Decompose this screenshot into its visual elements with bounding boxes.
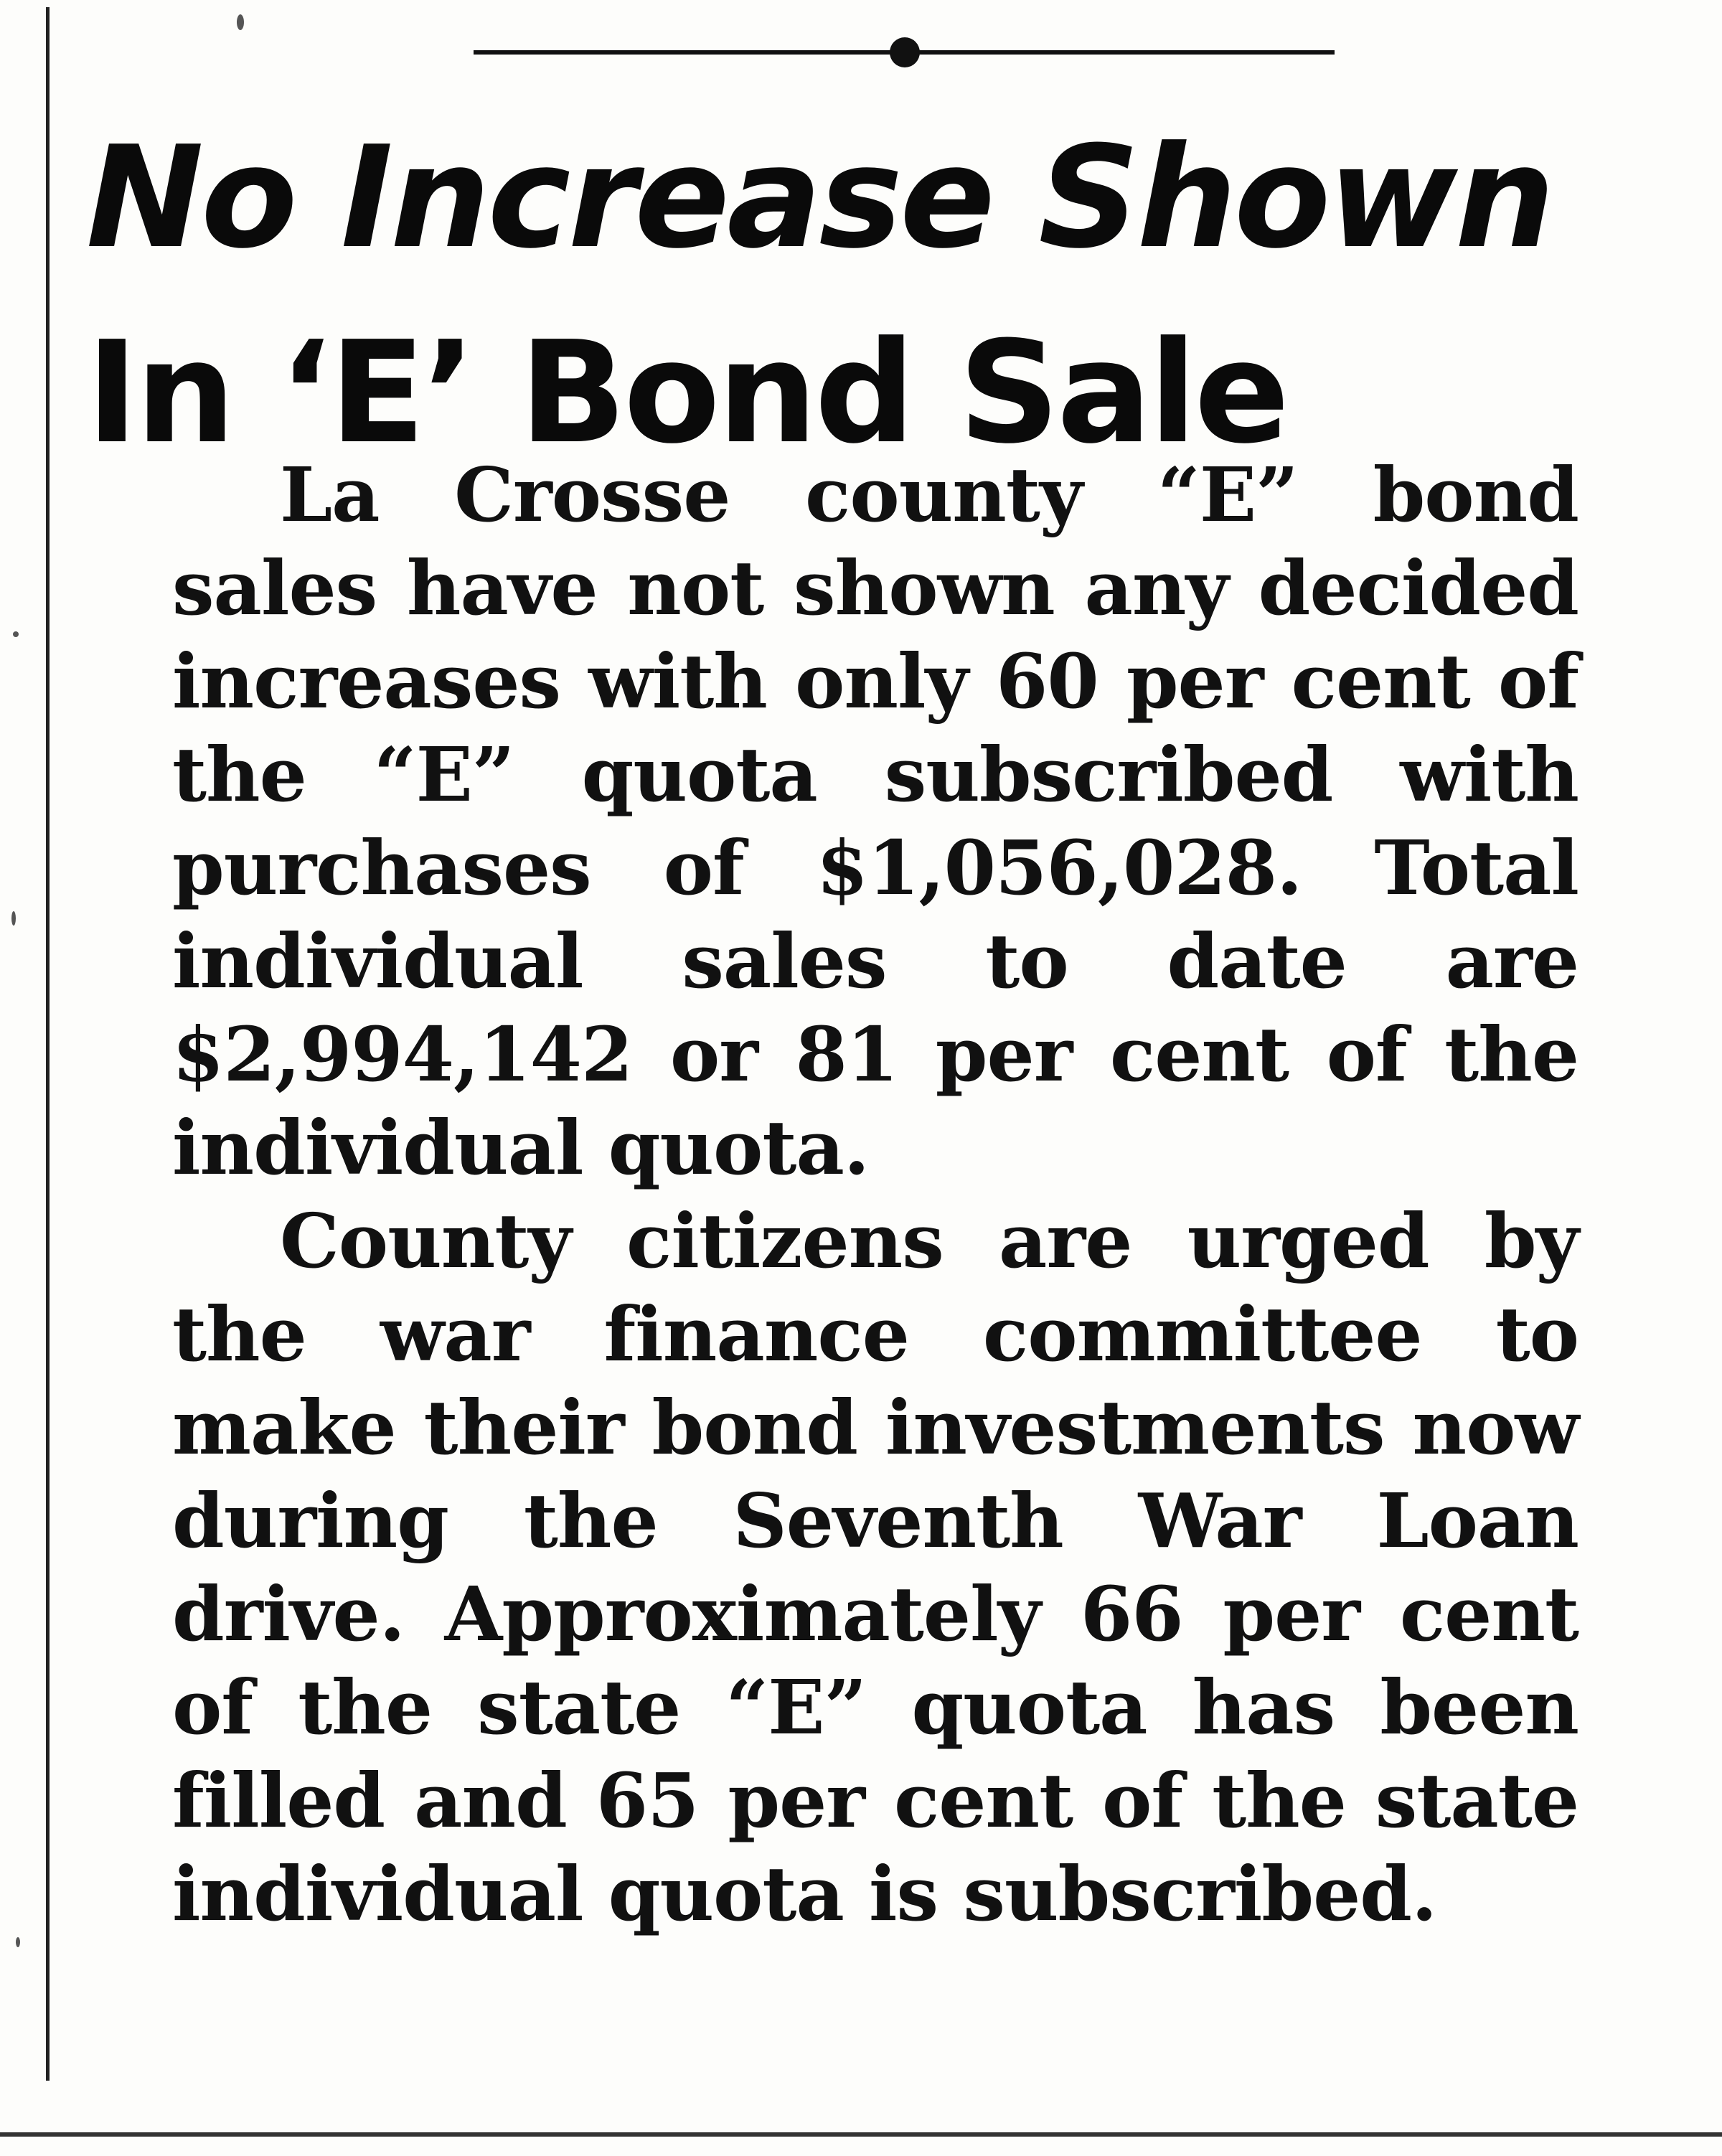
headline [86, 100, 1553, 491]
print-speck [16, 1937, 20, 1947]
column-rule-left [46, 7, 50, 2081]
headline-line-1: No Increase Shown [86, 116, 1553, 280]
headline-rule-ornament [890, 37, 920, 67]
paragraph-1: La Crosse county “E” bond sales have not shown any decided increases with only 60 per cent of the “E” quota subscribed with purchases of $1,056,028. Total individual sales to date are $2,994,142 or 81 per cent of the individual quota. [172, 451, 1578, 1192]
headline-line-2: In ‘E’ Bond Sale [86, 311, 1287, 475]
print-speck [11, 911, 16, 926]
column-rule-bottom [0, 2132, 1722, 2137]
article-body [172, 448, 1578, 1941]
paragraph-2: County citizens are urged by the war finance committee to make their bond investments now during the Seventh War Loan drive. Approximately 66 per cent of the state “E” quota has been filled and 65 per cent of the state individual quota is subscribed. [172, 1197, 1578, 1938]
print-speck [237, 14, 244, 30]
print-speck [13, 631, 19, 637]
